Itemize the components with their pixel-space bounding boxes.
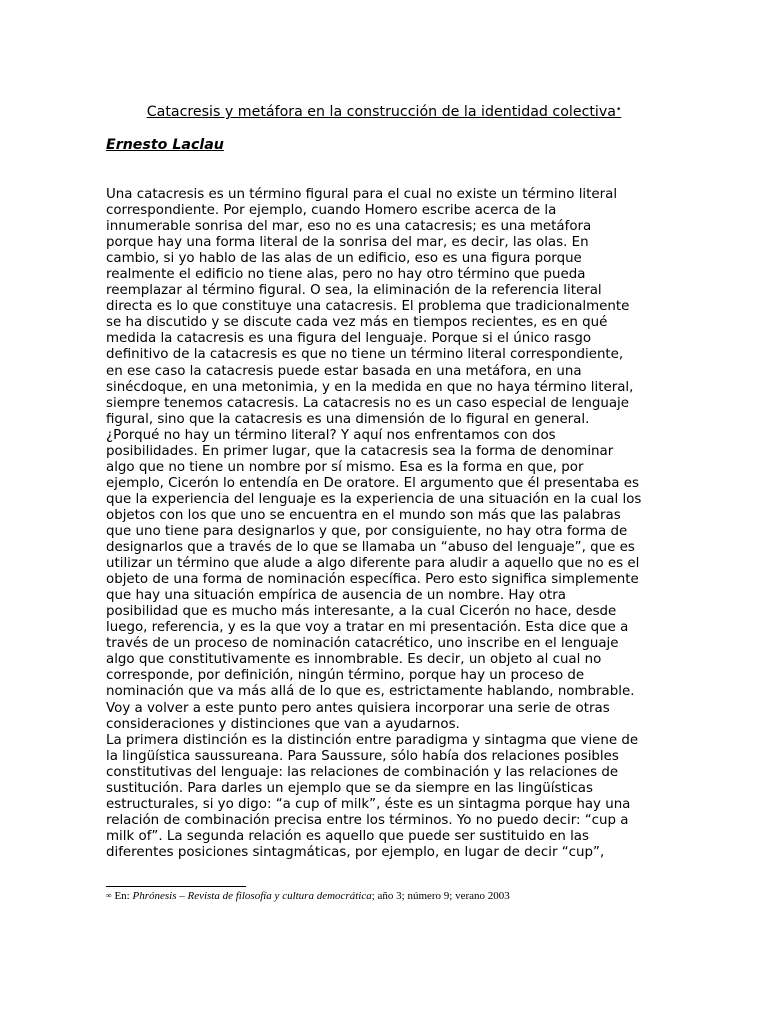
body-line: medida la catacresis es una figura del lenguaje. Porque si el único rasgo — [106, 331, 592, 347]
body-line: directa es lo que constituye una catacresis. El problema que tradicionalmente — [106, 299, 630, 315]
body-line: relación de combinación precisa entre los términos. Yo no puedo decir: “cup a — [106, 812, 629, 828]
body-line: reemplazar al término figural. O sea, la eliminación de la referencia literal — [106, 283, 602, 299]
body-line: objetos con los que uno se encuentra en el mundo son más que las palabras — [106, 507, 621, 523]
footnote-prefix: En: — [111, 890, 133, 902]
body-line: siempre tenemos catacresis. La catacresis no es un caso especial de lenguaje — [106, 395, 630, 411]
body-line: Una catacresis es un término figural para el cual no existe un término literal — [106, 187, 618, 202]
body-line: que uno tiene para designarlos y que, por consiguiente, no hay otra forma de — [106, 523, 628, 539]
author-name: Ernesto Laclau — [106, 137, 224, 153]
body-line: designarlos que a través de lo que se llamaba un “abuso del lenguaje”, que es — [106, 540, 635, 556]
body-line: cambio, si yo hablo de las alas de un edificio, eso es una figura porque — [106, 251, 582, 267]
body-line: constitutivas del lenguaje: las relaciones de combinación y las relaciones de — [106, 764, 619, 780]
body-text — [106, 187, 666, 861]
footnote-journal: Phrónesis – Revista de filosofía y cultura democrática — [132, 890, 372, 902]
body-line: en ese caso la catacresis puede estar basada en una metáfora, en una — [106, 363, 582, 379]
title-text: Catacresis y metáfora en la construcción de la identidad colectiva — [146, 104, 616, 120]
body-line: definitivo de la catacresis es que no tiene un término literal correspondiente, — [106, 347, 624, 363]
body-line: algo que constitutivamente es innombrable. Es decir, un objeto al cual no — [106, 652, 602, 668]
body-line: que la experiencia del lenguaje es la experiencia de una situación en la cual los — [106, 491, 642, 507]
body-line: luego, referencia, y es la que voy a tratar en mi presentación. Esta dice que a — [106, 620, 629, 636]
body-line: ejemplo, Cicerón lo entendía en De oratore. El argumento que él presentaba es — [106, 475, 639, 491]
body-line: figural, sino que la catacresis es una dimensión de lo figural en general. — [106, 411, 590, 427]
footnote — [106, 890, 510, 902]
footnote-divider — [106, 886, 246, 887]
body-line: consideraciones y distinciones que van a ayudarnos. — [106, 716, 460, 732]
body-line: diferentes posiciones sintagmáticas, por ejemplo, en lugar de decir “cup”, — [106, 844, 605, 860]
body-line: objeto de una forma de nominación específica. Pero esto significa simplemente — [106, 572, 639, 588]
body-line: realmente el edificio no tiene alas, pero no hay otro término que pueda — [106, 267, 586, 283]
body-line: través de un proceso de nominación catacrético, uno inscribe en el lenguaje — [106, 636, 619, 652]
body-line: que hay una situación empírica de ausencia de un nombre. Hay otra — [106, 588, 566, 604]
title-footnote-mark: • — [615, 105, 622, 115]
body-line: La primera distinción es la distinción entre paradigma y sintagma que viene de — [106, 732, 639, 748]
footnote-suffix: ; año 3; número 9; verano 2003 — [371, 890, 510, 902]
body-line: milk of”. La segunda relación es aquello que puede ser sustituido en las — [106, 828, 589, 844]
body-line: nominación que va más allá de lo que es, estrictamente hablando, nombrable. — [106, 684, 635, 700]
body-line: innumerable sonrisa del mar, eso no es una catacresis; es una metáfora — [106, 219, 592, 235]
document-title — [100, 104, 668, 120]
body-line: sinécdoque, en una metonimia, y en la medida en que no haya término literal, — [106, 379, 634, 395]
body-line: Voy a volver a este punto pero antes quisiera incorporar una serie de otras — [106, 700, 610, 716]
body-line: correspondiente. Por ejemplo, cuando Homero escribe acerca de la — [106, 203, 557, 219]
body-line: posibilidades. En primer lugar, que la catacresis sea la forma de denominar — [106, 443, 614, 459]
body-line: la lingüística saussureana. Para Saussure, sólo había dos relaciones posibles — [106, 748, 619, 764]
body-line: estructurales, si yo digo: “a cup of milk”, éste es un sintagma porque hay una — [106, 796, 631, 812]
body-line: corresponde, por definición, ningún término, porque hay un proceso de — [106, 668, 585, 684]
body-line: algo que no tiene un nombre por sí mismo. Esa es la forma en que, por — [106, 459, 584, 475]
body-line: porque hay una forma literal de la sonrisa del mar, es decir, las olas. En — [106, 235, 589, 251]
body-line: sustitución. Para darles un ejemplo que se da siempre en las lingüísticas — [106, 780, 593, 796]
body-line: utilizar un término que alude a algo diferente para aludir a aquello que no es el — [106, 556, 640, 572]
body-line: ¿Porqué no hay un término literal? Y aquí nos enfrentamos con dos — [106, 427, 556, 443]
body-line: se ha discutido y se discute cada vez más en tiempos recientes, es en qué — [106, 315, 608, 331]
footnote-mark: ∞ — [106, 891, 112, 900]
body-line: posibilidad que es mucho más interesante, a la cual Cicerón no hace, desde — [106, 604, 617, 620]
